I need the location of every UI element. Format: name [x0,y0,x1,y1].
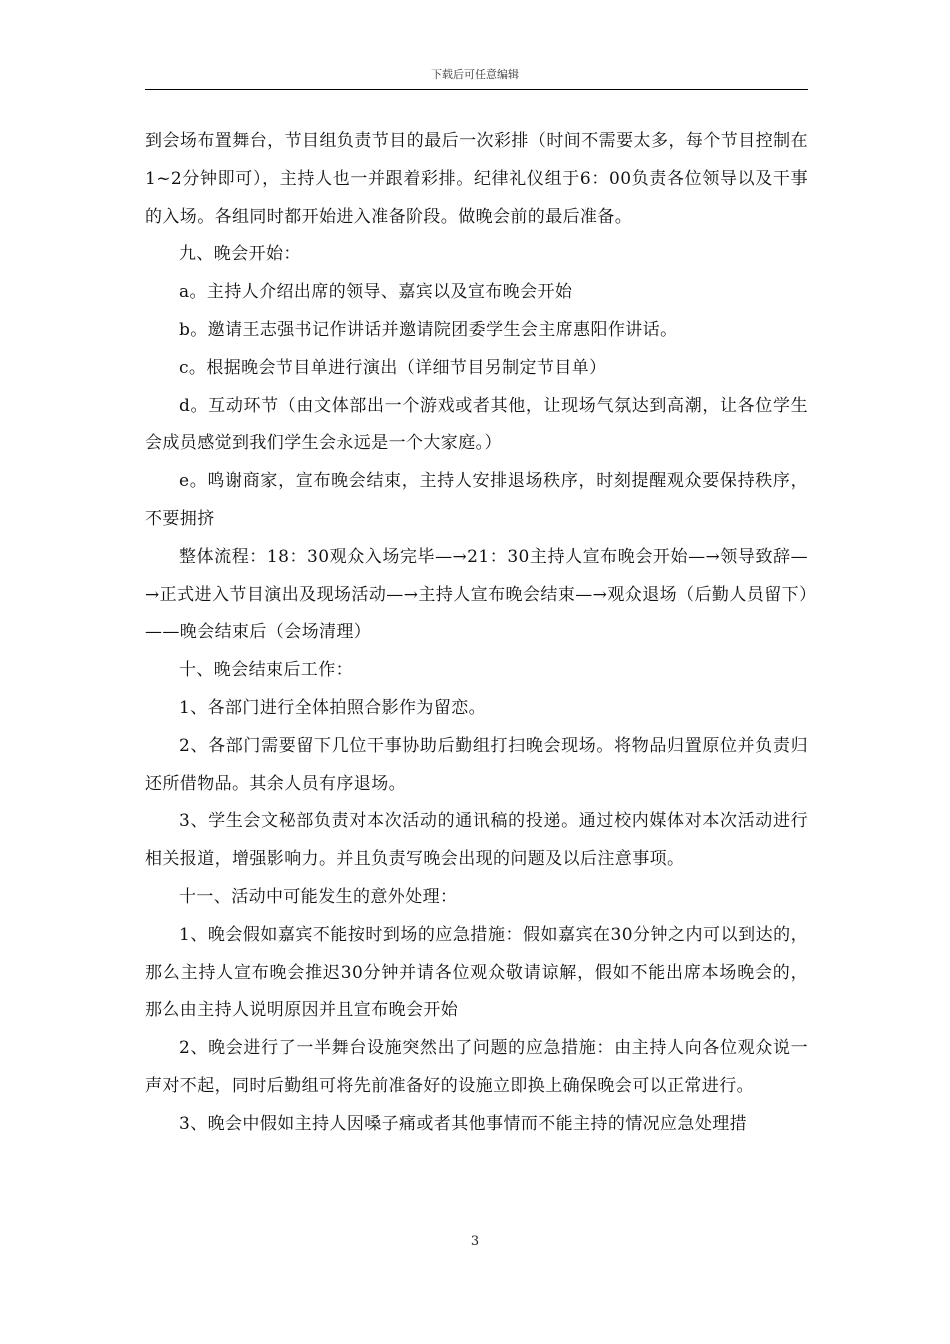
section-heading: 十一、活动中可能发生的意外处理： [179,886,458,907]
list-item: 3、学生会文秘部负责对本次活动的通讯稿的投递。通过校内媒体对本次活动进行相关报道，增强影响力。并且负责写晚会出现的问题及以后注意事项。 [145,811,808,870]
list-item: 2、晚会进行了一半舞台设施突然出了问题的应急措施：由主持人向各位观众说一声对不起，同时后勤组可将先前准备好的设施立即换上确保晚会可以正常进行。 [145,1038,808,1096]
list-item: 1、晚会假如嘉宾不能按时到场的应急措施：假如嘉宾在30分钟之内可以到达的，那么主持人宣布晚会推迟30分钟并请各位观众敬请谅解，假如不能出席本场晚会的，那么由主持人说明原因并且宣布晚会开始 [145,924,808,1021]
header-divider [145,89,808,90]
list-item: d。互动环节（由文体部出一个游戏或者其他，让现场气氛达到高潮，让各位学生会成员感觉到我们学生会永远是一个大家庭。） [145,395,808,454]
list-item: a。主持人介绍出席的领导、嘉宾以及宣布晚会开始 [179,282,573,303]
list-item: b。邀请王志强书记作讲话并邀请院团委学生会主席惠阳作讲话。 [179,319,678,340]
document-body [145,123,808,1144]
paragraph: 整体流程：18：30观众入场完毕—→21：30主持人宣布晚会开始—→领导致辞—→正式进入节目演出及现场活动—→主持人宣布晚会结束—→观众退场（后勤人员留下）——晚会结束后（会场清理） [145,546,808,643]
list-item: c。根据晚会节目单进行演出（详细节目另制定节目单） [179,357,607,378]
list-item: 3、晚会中假如主持人因嗓子痛或者其他事情而不能主持的情况应急处理措 [179,1113,748,1134]
section-heading: 十、晚会结束后工作： [179,660,353,681]
list-item: e。鸣谢商家，宣布晚会结束，主持人安排退场秩序，时刻提醒观众要保持秩序，不要拥挤 [145,471,808,529]
section-heading: 九、晚会开始： [179,244,301,265]
page-number: 3 [470,1234,480,1249]
page-header: 下载后可任意编辑 [431,68,519,81]
list-item: 2、各部门需要留下几位干事协助后勤组打扫晚会现场。将物品归置原位并负责归还所借物品。其余人员有序退场。 [145,735,808,794]
list-item: 1、各部门进行全体拍照合影作为留恋。 [179,697,487,718]
paragraph: 到会场布置舞台，节目组负责节目的最后一次彩排（时间不需要太多，每个节目控制在1~2分钟即可），主持人也一并跟着彩排。纪律礼仪组于6：00负责各位领导以及干事的入场。各组同时都开始进入准备阶段。做晚会前的最后准备。 [145,131,808,227]
